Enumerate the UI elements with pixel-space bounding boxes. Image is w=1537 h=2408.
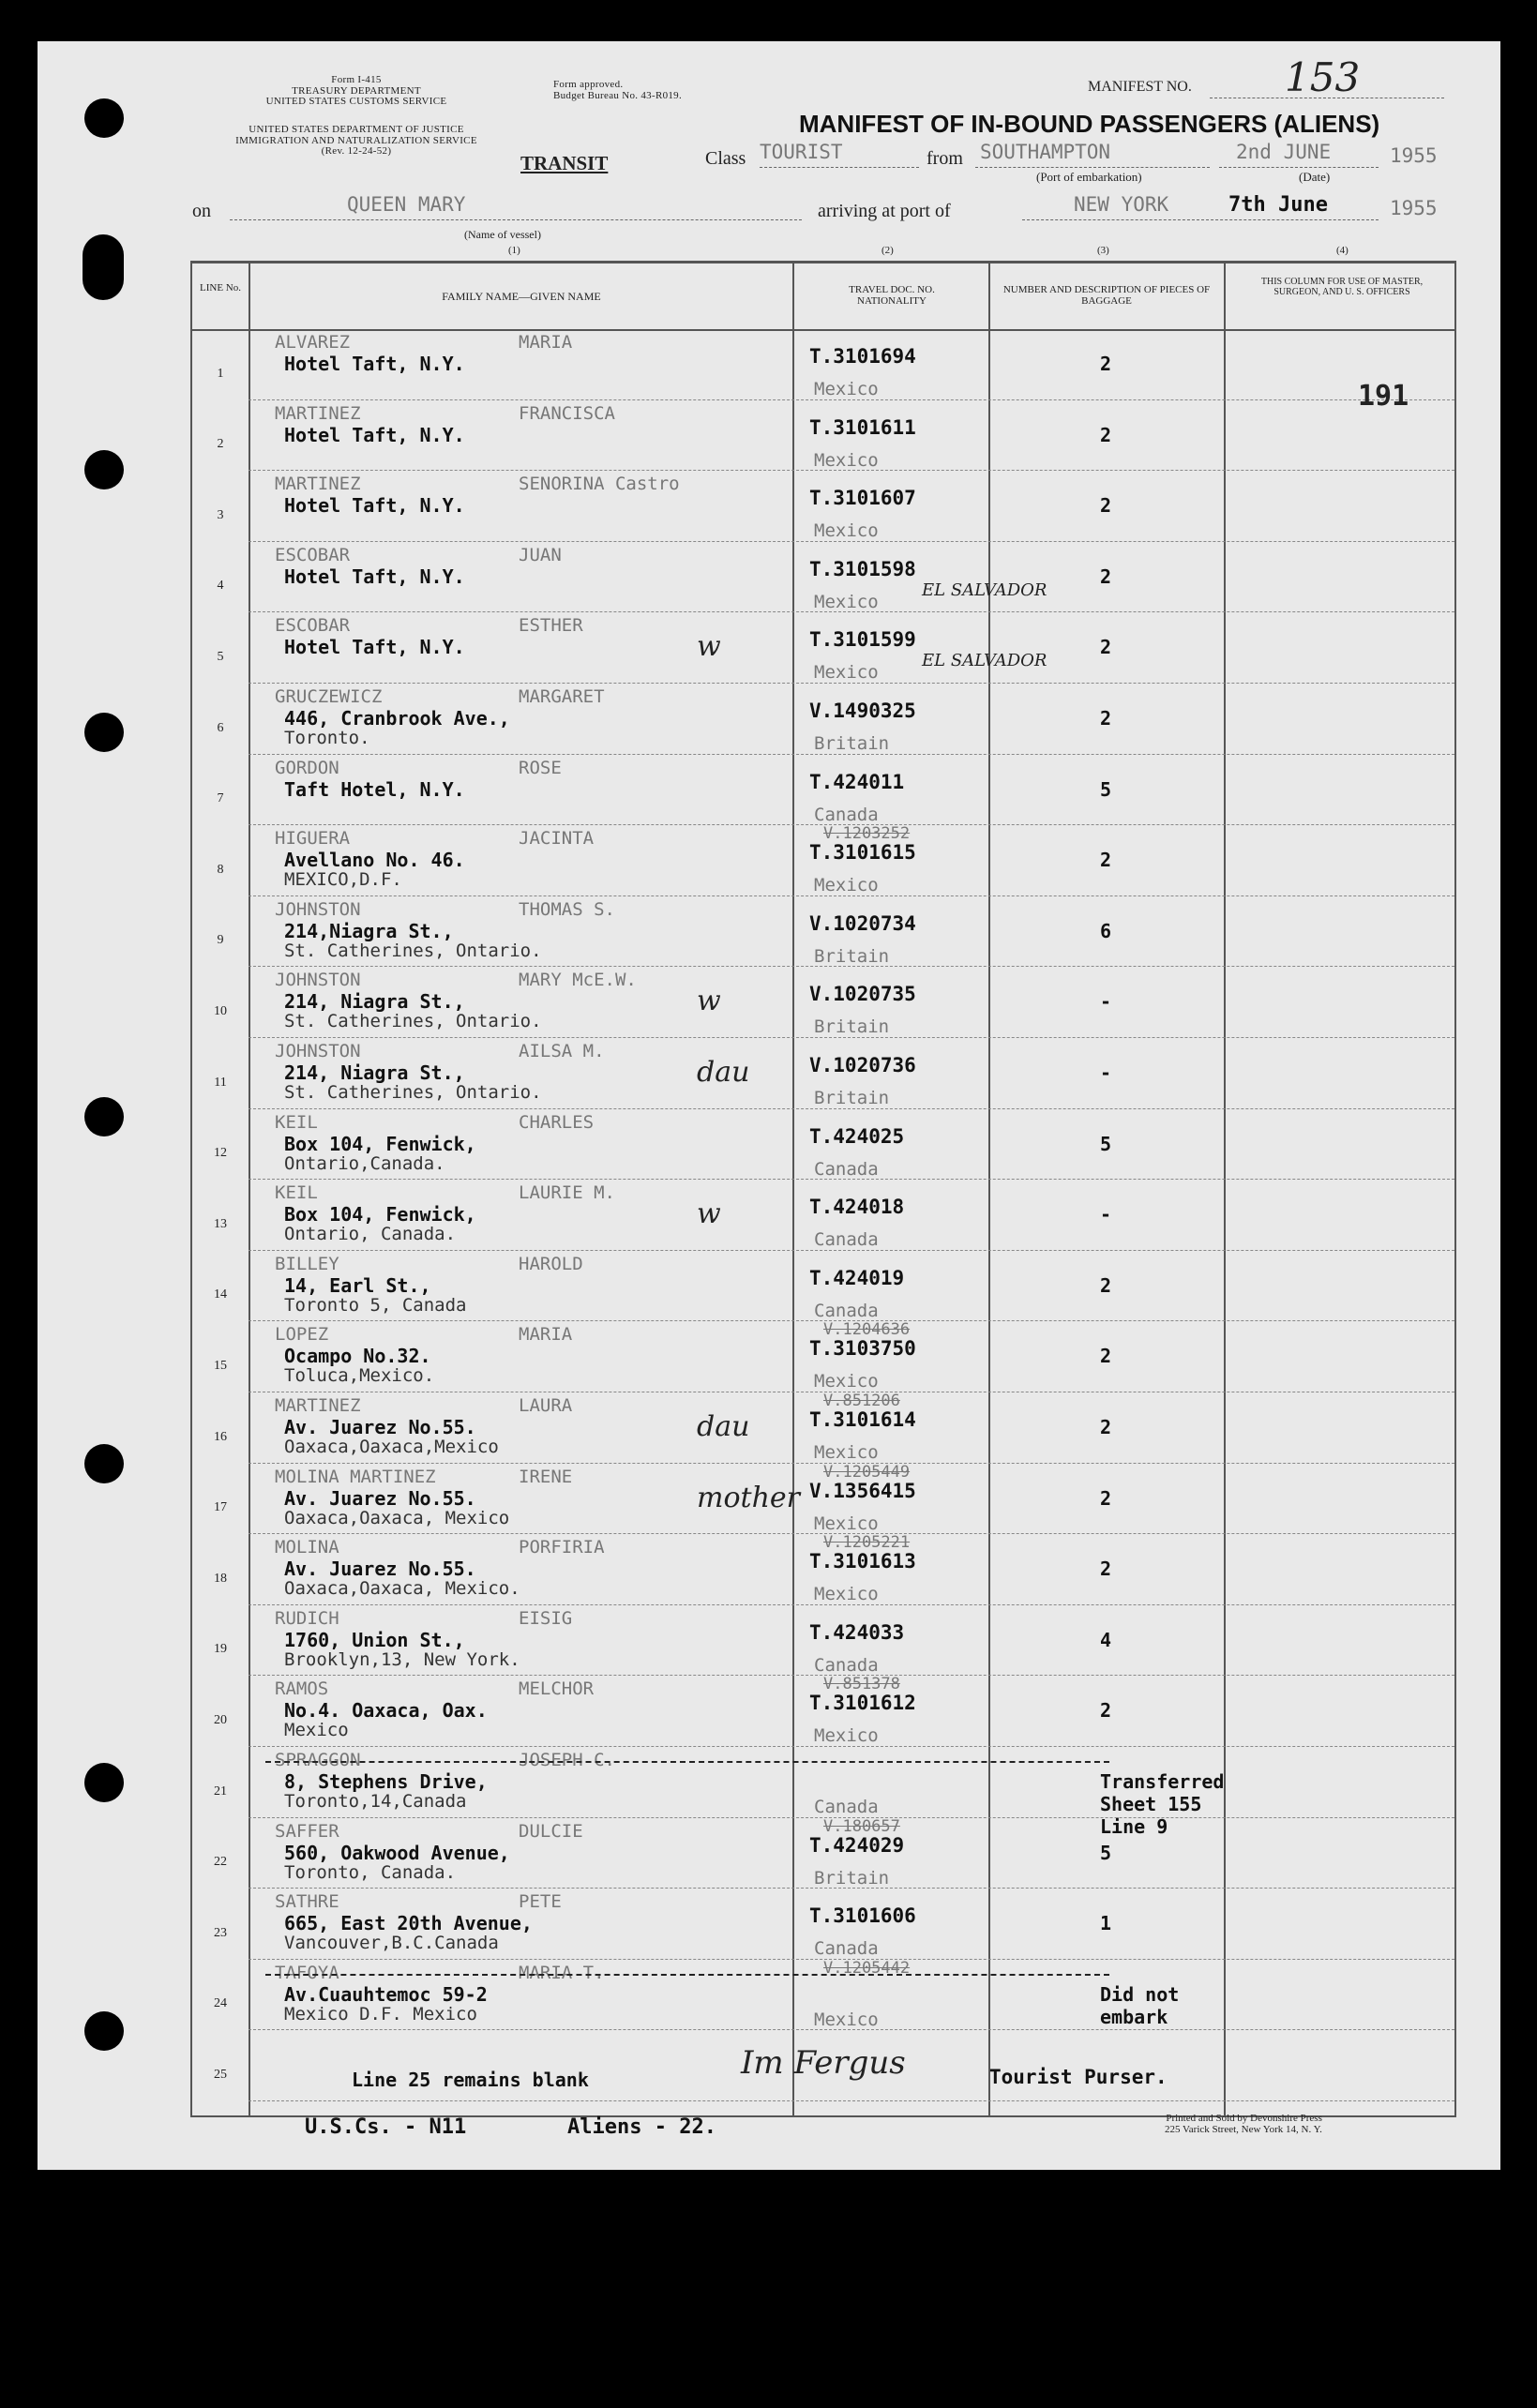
printer-credit: Printed and Sold by Devonshire Press 225 Varick Street, New York 14, N. Y. <box>1165 2113 1322 2135</box>
line-number: 13 <box>214 1216 227 1231</box>
form-header-justice <box>192 125 520 158</box>
line-number: 1 <box>217 366 224 381</box>
address-line-1: Hotel Taft, N.Y. <box>284 353 465 375</box>
travel-doc-number: T.424029 <box>809 1833 905 1857</box>
footer-code: U.S.Cs. - N11 <box>305 2115 467 2139</box>
address-line-1: Hotel Taft, N.Y. <box>284 564 465 588</box>
baggage-count: 2 <box>1100 1345 1112 1368</box>
given-name: MARY McE.W. <box>519 970 637 991</box>
nationality: Mexico <box>814 520 879 542</box>
family-name: HIGUERA <box>275 828 351 850</box>
line-number: 4 <box>217 579 224 594</box>
baggage-count: - <box>1100 990 1112 1014</box>
col-num-4: (4) <box>1336 245 1349 256</box>
address-line-2: Toronto, Canada. <box>284 1861 457 1883</box>
given-name: IRENE <box>519 1466 573 1487</box>
travel-doc-number: V.1020735 <box>809 983 916 1006</box>
arriving-label: arriving at port of <box>818 201 951 221</box>
address-line-2: Vancouver,B.C.Canada <box>284 1933 499 1954</box>
address-line-1: Avellano No. 46. <box>284 849 465 872</box>
nationality-correction: EL SALVADOR <box>922 651 1047 671</box>
address-line-2: Mexico D.F. Mexico <box>284 2003 477 2024</box>
address-line-1: Av.Cuauhtemoc 59-2 <box>284 1982 488 2006</box>
nationality: Mexico <box>814 1513 879 1534</box>
family-name: ESCOBAR <box>275 615 351 637</box>
family-name: JOHNSTON <box>275 1041 361 1061</box>
given-name: FRANCISCA <box>519 402 615 424</box>
address-line-2: Oaxaca,Oaxaca, Mexico. <box>284 1578 520 1600</box>
given-name: EISIG <box>519 1607 573 1629</box>
line-number: 10 <box>214 1003 227 1018</box>
baggage-count: 2 <box>1100 494 1112 518</box>
justice-label: UNITED STATES DEPARTMENT OF JUSTICE <box>249 124 464 135</box>
travel-doc-old: V.851206 <box>823 1392 900 1410</box>
transit-label: TRANSIT <box>520 152 609 174</box>
relation-note: w <box>697 985 721 1018</box>
table-row <box>190 1252 1456 1323</box>
address-line-1: Box 104, Fenwick, <box>284 1203 476 1227</box>
strike-line <box>265 1761 1109 1763</box>
travel-doc-number: V.1020734 <box>809 911 916 935</box>
approval-label: Form approved. <box>553 79 624 90</box>
row-divider <box>249 966 1454 967</box>
officer-note: 191 <box>1358 380 1409 413</box>
on-label: on <box>192 201 211 221</box>
table-row <box>190 543 1456 614</box>
family-name: GRUCZEWICZ <box>275 686 383 707</box>
line-number: 23 <box>214 1925 227 1940</box>
table-row <box>190 1606 1456 1678</box>
row-divider <box>249 1604 1454 1605</box>
row-divider <box>249 754 1454 755</box>
baggage-count: 5 <box>1100 1841 1112 1864</box>
address-line-2: Toronto. <box>284 728 370 748</box>
address-line-1: Av. Juarez No.55. <box>284 1416 476 1438</box>
address-line-1: Av. Juarez No.55. <box>284 1486 476 1510</box>
address-line-2: St. Catherines, Ontario. <box>284 940 542 961</box>
family-name: JOHNSTON <box>275 898 361 920</box>
line-number: 14 <box>214 1287 227 1302</box>
binder-hole <box>84 450 124 489</box>
baggage-count: 5 <box>1100 1132 1112 1155</box>
address-line-2: Toronto 5, Canada <box>284 1294 467 1316</box>
given-name: LAURIE M. <box>519 1182 615 1204</box>
given-name: CHARLES <box>519 1111 595 1133</box>
row-divider <box>249 1108 1454 1109</box>
baggage-count: 2 <box>1100 564 1112 588</box>
given-name: PETE <box>519 1891 562 1913</box>
address-line-1: 560, Oakwood Avenue, <box>284 1841 510 1864</box>
strike-line <box>265 1974 1109 1976</box>
nationality: Canada <box>814 1797 879 1817</box>
given-name: LAURA <box>519 1395 573 1416</box>
travel-doc-old: V.1205449 <box>823 1462 911 1482</box>
travel-doc-number: T.424019 <box>809 1266 905 1289</box>
family-name: TAFOYA <box>275 1962 339 1983</box>
address-line-1: Hotel Taft, N.Y. <box>284 636 465 659</box>
baggage-count: 2 <box>1100 1558 1112 1581</box>
nationality: Mexico <box>814 1725 879 1747</box>
given-name: THOMAS S. <box>519 898 615 920</box>
class-value: TOURIST <box>760 141 843 163</box>
nationality-correction: EL SALVADOR <box>922 579 1047 600</box>
given-name: ROSE <box>519 757 562 778</box>
travel-doc-number: T.3101614 <box>809 1408 916 1431</box>
nationality: Mexico <box>814 449 879 471</box>
baggage-count: 2 <box>1100 1486 1112 1510</box>
address-line-2: St. Catherines, Ontario. <box>284 1082 542 1103</box>
line-number: 17 <box>214 1500 227 1515</box>
travel-doc-number: T.3103750 <box>809 1337 916 1361</box>
travel-doc-old: V.851378 <box>823 1675 900 1694</box>
travel-doc-number: V.1356415 <box>809 1479 916 1502</box>
nationality: Canada <box>814 1158 879 1180</box>
header-baggage: NUMBER AND DESCRIPTION OF PIECES OF BAGGAGE <box>1002 284 1211 307</box>
table-row <box>190 1958 1456 2032</box>
vessel-name-label: (Name of vessel) <box>464 228 541 241</box>
manifest-no-value: 153 <box>1285 54 1361 100</box>
table-row <box>190 1181 1456 1252</box>
table-row <box>190 1816 1456 1890</box>
row-divider <box>249 1888 1454 1889</box>
travel-doc-number: T.3101607 <box>809 487 916 510</box>
travel-doc-old: V.1203252 <box>823 824 911 844</box>
table-row <box>190 968 1456 1039</box>
family-name: MOLINA <box>275 1537 339 1558</box>
travel-doc-number: T.3101606 <box>809 1904 916 1928</box>
binder-hole <box>84 1444 124 1483</box>
family-name: SPRAGGON <box>275 1750 361 1770</box>
relation-note: w <box>697 630 721 664</box>
travel-doc-number: T.424018 <box>809 1196 905 1219</box>
family-name: GORDON <box>275 757 339 778</box>
address-line-1: Av. Juarez No.55. <box>284 1558 476 1581</box>
header-line-no: LINE No. <box>200 282 241 293</box>
given-name: SENORINA Castro <box>519 474 680 495</box>
address-line-1: Hotel Taft, N.Y. <box>284 423 465 446</box>
nationality: Britain <box>814 1088 890 1108</box>
nationality: Canada <box>814 804 879 825</box>
col-num-1: (1) <box>508 245 520 256</box>
budget-bureau-label: Budget Bureau No. 43-R019. <box>553 89 683 101</box>
from-label: from <box>927 148 963 169</box>
given-name: PORFIRIA <box>519 1537 605 1558</box>
table-row <box>190 1535 1456 1606</box>
baggage-count: 2 <box>1100 1273 1112 1297</box>
line-number: 25 <box>214 2067 227 2082</box>
family-name: KEIL <box>275 1182 318 1204</box>
relation-note: dau <box>697 1410 750 1443</box>
nationality: Britain <box>814 733 890 754</box>
nationality: Britain <box>814 1016 890 1038</box>
page-title: MANIFEST OF IN-BOUND PASSENGERS (ALIENS) <box>799 110 1380 138</box>
row-divider <box>249 895 1454 896</box>
line25-note: Line 25 remains blank <box>352 2069 589 2091</box>
given-name: HAROLD <box>519 1253 583 1274</box>
table-row <box>190 1393 1456 1465</box>
header-name: FAMILY NAME—GIVEN NAME <box>442 290 601 303</box>
family-name: SAFFER <box>275 1820 339 1842</box>
given-name: AILSA M. <box>519 1041 605 1061</box>
nationality: Mexico <box>814 662 879 684</box>
line-number: 5 <box>217 649 224 664</box>
family-name: MARTINEZ <box>275 402 361 424</box>
tourist-purser-label: Tourist Purser. <box>989 2066 1168 2088</box>
family-name: JOHNSTON <box>275 970 361 991</box>
line-number: 2 <box>217 437 224 452</box>
address-line-1: Ocampo No.32. <box>284 1345 431 1368</box>
binder-hole <box>84 1097 124 1136</box>
line-number: 16 <box>214 1429 227 1444</box>
address-line-2: Ontario,Canada. <box>284 1152 445 1174</box>
arrival-year: 1955 <box>1390 197 1438 219</box>
departure-year: 1955 <box>1390 144 1438 167</box>
relation-note: w <box>697 1197 721 1231</box>
row-divider <box>249 1250 1454 1251</box>
address-line-2: Brooklyn,13, New York. <box>284 1648 520 1670</box>
col-num-3: (3) <box>1097 245 1109 256</box>
nationality: Canada <box>814 1300 879 1321</box>
line-number: 21 <box>214 1783 227 1798</box>
customs-label: UNITED STATES CUSTOMS SERVICE <box>265 96 447 108</box>
family-name: MARTINEZ <box>275 474 361 495</box>
binder-hole <box>83 234 124 300</box>
travel-doc-number: T.3101612 <box>809 1692 916 1715</box>
travel-doc-old: V.1205221 <box>823 1533 911 1553</box>
address-line-1: Box 104, Fenwick, <box>284 1132 476 1155</box>
row-divider <box>249 611 1454 612</box>
date-label: (Date) <box>1299 170 1331 184</box>
travel-doc-number: T.3101599 <box>809 628 916 652</box>
given-name: MARIA T. <box>519 1962 605 1983</box>
row-divider <box>249 1179 1454 1180</box>
travel-doc-number: T.3101598 <box>809 557 916 580</box>
family-name: RUDICH <box>275 1607 339 1629</box>
family-name: MARTINEZ <box>275 1395 361 1416</box>
travel-doc-number: T.3101694 <box>809 345 916 368</box>
purser-signature: Im Fergus <box>741 2044 906 2082</box>
table-row <box>190 1462 1456 1536</box>
given-name: MARGARET <box>519 686 605 707</box>
baggage-count: 2 <box>1100 1416 1112 1438</box>
travel-doc-number: T.424011 <box>809 770 905 793</box>
address-line-1: 665, East 20th Avenue, <box>284 1912 533 1935</box>
binder-hole <box>84 2011 124 2051</box>
nationality: Britain <box>814 945 890 967</box>
revision-label: (Rev. 12-24-52) <box>321 145 392 158</box>
baggage-count: 6 <box>1100 919 1112 942</box>
approval-block <box>553 80 682 101</box>
row-divider <box>249 2100 1454 2101</box>
line-number: 6 <box>217 720 224 735</box>
table-row <box>190 826 1456 897</box>
table-row <box>190 1039 1456 1110</box>
line-number: 24 <box>214 1996 227 2011</box>
address-line-1: 14, Earl St., <box>284 1273 431 1297</box>
travel-doc-old: V.1204636 <box>823 1320 911 1340</box>
address-line-2: Mexico <box>284 1720 349 1741</box>
line-number: 19 <box>214 1642 227 1657</box>
table-row <box>190 1889 1456 1961</box>
nationality: Mexico <box>814 1442 879 1463</box>
address-line-1: 214,Niagra St., <box>284 919 454 942</box>
port-embarkation-label: (Port of embarkation) <box>1036 170 1142 184</box>
nationality: Mexico <box>814 1584 879 1605</box>
address-line-1: 446, Cranbrook Ave., <box>284 707 510 730</box>
travel-doc-old: V.1205442 <box>823 1958 911 1978</box>
arrival-port: NEW YORK <box>1074 193 1169 216</box>
departure-date: 2nd JUNE <box>1236 141 1332 163</box>
line-number: 7 <box>217 791 224 806</box>
footer-aliens: Aliens - 22. <box>567 2115 716 2139</box>
travel-doc-old: V.180657 <box>823 1816 900 1836</box>
travel-doc-number: V.1020736 <box>809 1054 916 1076</box>
baggage-count: 2 <box>1100 707 1112 730</box>
baggage-count: 1 <box>1100 1912 1112 1935</box>
line-number: 9 <box>217 933 224 948</box>
address-line-2: Toluca,Mexico. <box>284 1365 435 1387</box>
family-name: BILLEY <box>275 1253 339 1274</box>
passenger-table <box>190 261 1456 2136</box>
line-number: 20 <box>214 1712 227 1727</box>
address-line-2: Toronto,14,Canada <box>284 1791 467 1812</box>
family-name: LOPEZ <box>275 1324 329 1346</box>
line-number: 11 <box>214 1075 227 1090</box>
binder-hole <box>84 98 124 138</box>
travel-doc-number: V.1490325 <box>809 700 916 722</box>
col-num-2: (2) <box>882 245 894 256</box>
line-number: 8 <box>217 862 224 877</box>
address-line-1: Hotel Taft, N.Y. <box>284 494 465 518</box>
given-name: JACINTA <box>519 828 595 850</box>
family-name: RAMOS <box>275 1678 329 1700</box>
given-name: ESTHER <box>519 615 583 637</box>
family-name: KEIL <box>275 1111 318 1133</box>
nationality: Mexico <box>814 379 879 399</box>
nationality: Mexico <box>814 1371 879 1392</box>
baggage-count: 2 <box>1100 423 1112 446</box>
baggage-count: 2 <box>1100 636 1112 659</box>
table-row <box>190 685 1456 756</box>
table-row <box>190 330 1456 401</box>
table-row <box>190 756 1456 827</box>
line-number: 18 <box>214 1571 227 1586</box>
line-number: 15 <box>214 1358 227 1373</box>
table-row <box>190 472 1456 543</box>
address-line-2: MEXICO,D.F. <box>284 869 402 891</box>
baggage-count: - <box>1100 1061 1112 1084</box>
nationality: Canada <box>814 1229 879 1251</box>
address-line-2: St. Catherines, Ontario. <box>284 1011 542 1032</box>
given-name: MARIA <box>519 1324 573 1346</box>
nationality: Mexico <box>814 591 879 612</box>
table-row <box>190 1322 1456 1393</box>
arrival-date: 7th June <box>1228 193 1328 217</box>
treasury-label: TREASURY DEPARTMENT <box>292 84 421 97</box>
address-line-2: Ontario, Canada. <box>284 1224 457 1245</box>
nationality: Mexico <box>814 2009 879 2030</box>
line-number: 3 <box>217 507 224 522</box>
address-line-1: No.4. Oaxaca, Oax. <box>284 1699 488 1723</box>
baggage-count: 2 <box>1100 353 1112 375</box>
row-divider <box>249 1746 1454 1747</box>
binder-hole <box>84 713 124 752</box>
nationality: Canada <box>814 1938 879 1960</box>
row-divider <box>249 2029 1454 2030</box>
binder-hole <box>84 1763 124 1802</box>
travel-doc-number: T.424025 <box>809 1124 905 1148</box>
ins-label: IMMIGRATION AND NATURALIZATION SERVICE <box>235 134 477 146</box>
from-value: SOUTHAMPTON <box>980 141 1111 163</box>
table-row <box>190 1677 1456 1748</box>
baggage-count: 2 <box>1100 1699 1112 1723</box>
address-line-1: 214, Niagra St., <box>284 1061 465 1084</box>
address-line-2: Oaxaca,Oaxaca, Mexico <box>284 1507 510 1528</box>
form-header-agency <box>253 75 460 108</box>
travel-doc-number: T.3101615 <box>809 841 916 865</box>
relation-note: dau <box>697 1056 750 1089</box>
baggage-count: Transferred Sheet 155 Line 9 <box>1100 1770 1225 1838</box>
table-row <box>190 613 1456 685</box>
line-number: 12 <box>214 1146 227 1161</box>
nationality: Mexico <box>814 875 879 896</box>
row-divider <box>249 1037 1454 1038</box>
row-divider <box>249 399 1454 400</box>
given-name: JUAN <box>519 544 562 565</box>
header-officers: THIS COLUMN FOR USE OF MASTER, SURGEON, AND U. S. OFFICERS <box>1260 277 1424 297</box>
line-number: 22 <box>214 1855 227 1870</box>
header-travel-doc: TRAVEL DOC. NO. NATIONALITY <box>849 284 935 307</box>
class-label: Class <box>705 148 746 169</box>
address-line-1: 1760, Union St., <box>284 1628 465 1651</box>
baggage-count: - <box>1100 1203 1112 1227</box>
address-line-1: 214, Niagra St., <box>284 990 465 1014</box>
address-line-1: 8, Stephens Drive, <box>284 1770 488 1793</box>
given-name: MARIA <box>519 332 573 353</box>
form-number: Form I-415 <box>331 74 382 85</box>
address-line-1: Taft Hotel, N.Y. <box>284 777 465 801</box>
given-name: DULCIE <box>519 1820 583 1842</box>
baggage-count: 5 <box>1100 777 1112 801</box>
address-line-2: Oaxaca,Oaxaca,Mexico <box>284 1437 499 1457</box>
family-name: MOLINA MARTINEZ <box>275 1466 436 1487</box>
row-divider <box>249 541 1454 542</box>
travel-doc-number: T.3101611 <box>809 415 916 439</box>
table-row <box>190 1110 1456 1181</box>
manifest-no-label: MANIFEST NO. <box>1088 79 1192 95</box>
table-row <box>190 401 1456 473</box>
nationality: Canada <box>814 1654 879 1676</box>
given-name: MELCHOR <box>519 1678 595 1700</box>
travel-doc-number: T.3101613 <box>809 1550 916 1573</box>
family-name: ALVAREZ <box>275 332 351 353</box>
baggage-count: 4 <box>1100 1628 1112 1651</box>
travel-doc-number: T.424033 <box>809 1620 905 1644</box>
nationality: Britain <box>814 1867 890 1889</box>
table-row <box>190 897 1456 969</box>
given-name: JOSEPH C. <box>519 1750 615 1770</box>
family-name: ESCOBAR <box>275 544 351 565</box>
baggage-count: 2 <box>1100 849 1112 872</box>
vessel-name: QUEEN MARY <box>347 193 466 216</box>
baggage-count: Did not embark <box>1100 1982 1180 2028</box>
row-divider <box>249 470 1454 471</box>
row-divider <box>249 683 1454 684</box>
relation-note: mother <box>697 1481 800 1514</box>
family-name: SATHRE <box>275 1891 339 1913</box>
